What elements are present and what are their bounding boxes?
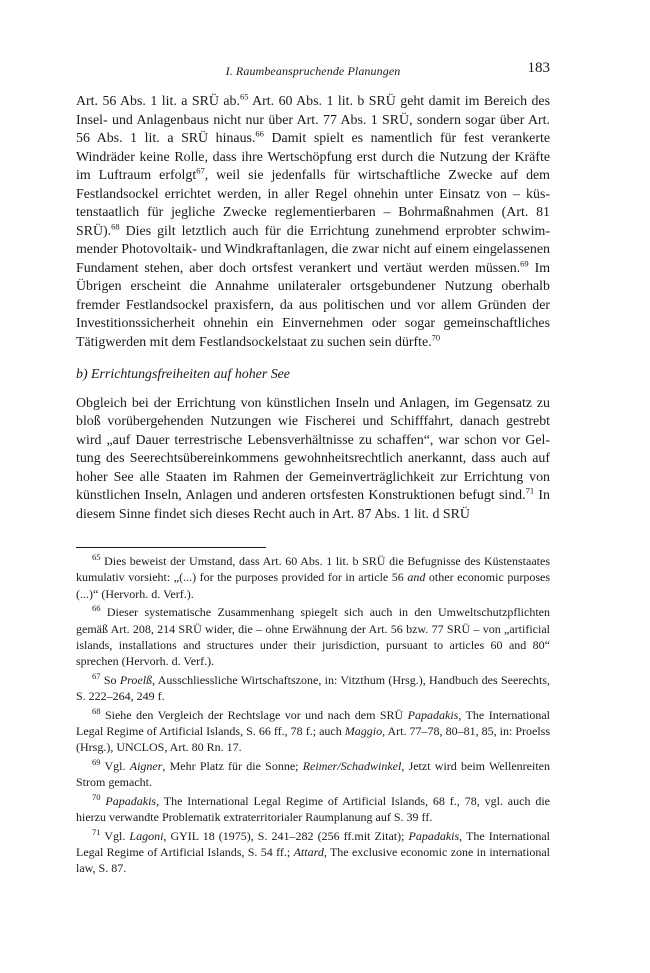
paragraph-2 <box>76 395 550 525</box>
footnote-71 <box>76 828 550 877</box>
footnote-text: So <box>100 672 120 687</box>
footnote-67 <box>76 672 550 705</box>
footnote-text: , GYIL 18 (1975), S. 241–282 (256 ff.mit Zitat); <box>163 828 409 843</box>
footnote-number: 67 <box>92 670 101 681</box>
author-name: Lagoni <box>129 828 164 843</box>
footnote-ref-69[interactable]: 69 <box>520 257 529 268</box>
footnote-divider <box>76 547 266 548</box>
footnote-number: 71 <box>92 826 101 837</box>
footnote-70 <box>76 793 550 826</box>
footnote-text: , The International Legal Regime of Artificial Islands, 68 f., 78, vgl. auch die hierzu verwandte Problematik extraterritorialer Raumplanung auf S. 39 ff. <box>76 793 551 825</box>
body-text <box>76 93 550 524</box>
author-name: Papadakis <box>407 707 459 722</box>
footnote-ref-65[interactable]: 65 <box>239 91 249 102</box>
footnote-number: 70 <box>92 791 101 802</box>
author-name: Maggio <box>344 724 383 739</box>
footnote-66 <box>76 604 550 670</box>
footnote-text: , The International Legal Regime of Artificial Islands, S. 66 ff., 78 f.; auch <box>76 707 551 739</box>
footnotes <box>76 553 550 879</box>
footnote-text: other economic purposes (...)“ (Hervorh. d. Verf.). <box>76 570 551 601</box>
footnote-ref-67[interactable]: 67 <box>196 165 205 176</box>
author-name: Papadakis <box>408 828 460 843</box>
text-run: Art. 60 Abs. 1 lit. b SRÜ geht damit im Bereich des Insel- und Anlagenbaus nicht nur über Art. 77 Abs. 1 SRÜ, sondern sogar über Art. 56 Abs. 1 lit. a SRÜ hinaus. <box>76 94 550 146</box>
text-run: Im Übrigen erscheint die Annahme unilateraler ortsgebundener Nutzung oberhalb fremder Festlandsockel praxisfern, da aus politischen und vor allem Gründen der Investitionssicherheit ohnehin ein Einvernehmen oder sogar gemeinschaftliches Tätigwerden mit dem Festlandsockelstaat zu suchen sein dürfte. <box>76 260 550 350</box>
footnote-text: Vgl. <box>100 828 130 843</box>
section-heading: b) Errichtungsfreiheiten auf hoher See <box>76 367 290 382</box>
text-run: , weil sie jedenfalls für wirtschaftliche Zwecke auf dem Festlandsockel errichtet werden, in aller Regel ohnehin unter Einsatz von – küstenstaatlich für jegliche Zwecke reglementierbaren – Bohrmaßnahmen (Art. 81 SRÜ). <box>76 168 550 239</box>
footnote-69 <box>76 758 550 791</box>
footnote-number: 69 <box>92 756 101 767</box>
text-run: Art. 56 Abs. 1 lit. a SRÜ ab. <box>76 94 240 109</box>
running-head <box>76 60 550 82</box>
footnote-text: , Mehr Platz für die Sonne; <box>162 758 303 773</box>
footnote-text: Siehe den Vergleich der Rechtslage vor und nach dem SRÜ <box>100 707 408 722</box>
footnote-ref-71[interactable]: 71 <box>525 485 535 496</box>
page-number: 183 <box>527 60 550 76</box>
text-run: In diesem Sinne findet sich dieses Recht auch in Art. 87 Abs. 1 lit. d SRÜ <box>76 488 550 522</box>
footnote-ref-68[interactable]: 68 <box>111 220 120 231</box>
running-title: I. Raumbeanspruchende Planungen <box>225 64 401 78</box>
footnote-text: , Ausschliessliche Wirtschaftszone, in: Vitzthum (Hrsg.), Handbuch des Seerechts, S. 222–264, 249 f. <box>76 672 550 704</box>
author-name: Attard <box>293 844 324 859</box>
text-run: Damit spielt es namentlich für fest verankerte Windräder keine Rolle, dass ihre Wertschöpfung erst durch die Nutzung der Kräfte im Luftraum erfolgt <box>76 131 550 183</box>
footnote-text: , The International Legal Regime of Artificial Islands, S. 54 ff.; <box>76 828 550 859</box>
footnote-number: 68 <box>92 705 101 716</box>
footnote-65 <box>76 553 550 602</box>
footnote-number: 66 <box>92 603 101 614</box>
author-name: Reimer/Schadwinkel <box>302 758 402 773</box>
footnote-text: Dieser systematische Zusammenhang spiegelt sich auch in den Umweltschutzpflichten gemäß Art. 208, 214 SRÜ wider, die – ohne Erwähnung der Art. 56 bzw. 77 SRÜ – von „artificial islands, installations and structures under their jurisdiction, pursuant to articles 60 and 80“ sprechen (Hervorh. d. Verf.). <box>76 605 550 669</box>
text-run: Obgleich bei der Errichtung von künstlichen Inseln und Anlagen, im Gegensatz zu bloß vorübergehenden Nutzungen wie Fischerei und Schifffahrt, danach gestrebt wird „auf Dauer terrestrische Lebensverhältnisse zu schaffen“, war schon vor Geltung des Seerechtsübereinkommens gewohnheitsrechtlich anerkannt, dass auch auf hoher See alle Staaten im Rahmen der Gemeinverträglichkeit zur Errichtung von künstlichen Inseln, Anlagen und anderen ortsfesten Konstruktionen befugt sind. <box>76 395 550 503</box>
author-name: Proelß <box>119 672 153 687</box>
footnote-68 <box>76 707 550 756</box>
footnote-text: , Art. 77–78, 80–81, 85, in: Proelss (Hrsg.), UNCLOS, Art. 80 Rn. 17. <box>76 724 551 755</box>
footnote-emphasis: and <box>407 570 426 585</box>
footnote-ref-66[interactable]: 66 <box>255 128 264 139</box>
footnote-text: Dies beweist der Umstand, dass Art. 60 Abs. 1 lit. b SRÜ die Befugnisse des Küstenstaates kumulativ vorsieht: „(...) for the purposes provided for in article 56 <box>76 554 550 585</box>
author-name: Aigner <box>129 758 163 773</box>
paragraph-1 <box>76 93 550 352</box>
footnote-text: , Jetzt wird beim Wellenreiten Strom gemacht. <box>76 758 550 790</box>
footnote-text: , The exclusive economic zone in international law, S. 87. <box>76 844 550 876</box>
author-name: Papadakis <box>105 793 157 808</box>
text-run: Dies gilt letztlich auch für die Errichtung zunehmend erprobter schwimmender Photovoltaik- und Windkraftanlagen, die zwar nicht auf einem eingelassenen Fundament stehen, aber doch ortsfest verankert und vertäut werden müssen. <box>76 223 550 276</box>
footnote-ref-70[interactable]: 70 <box>431 331 441 342</box>
footnote-text: Vgl. <box>100 758 130 773</box>
footnote-number: 65 <box>92 552 101 562</box>
